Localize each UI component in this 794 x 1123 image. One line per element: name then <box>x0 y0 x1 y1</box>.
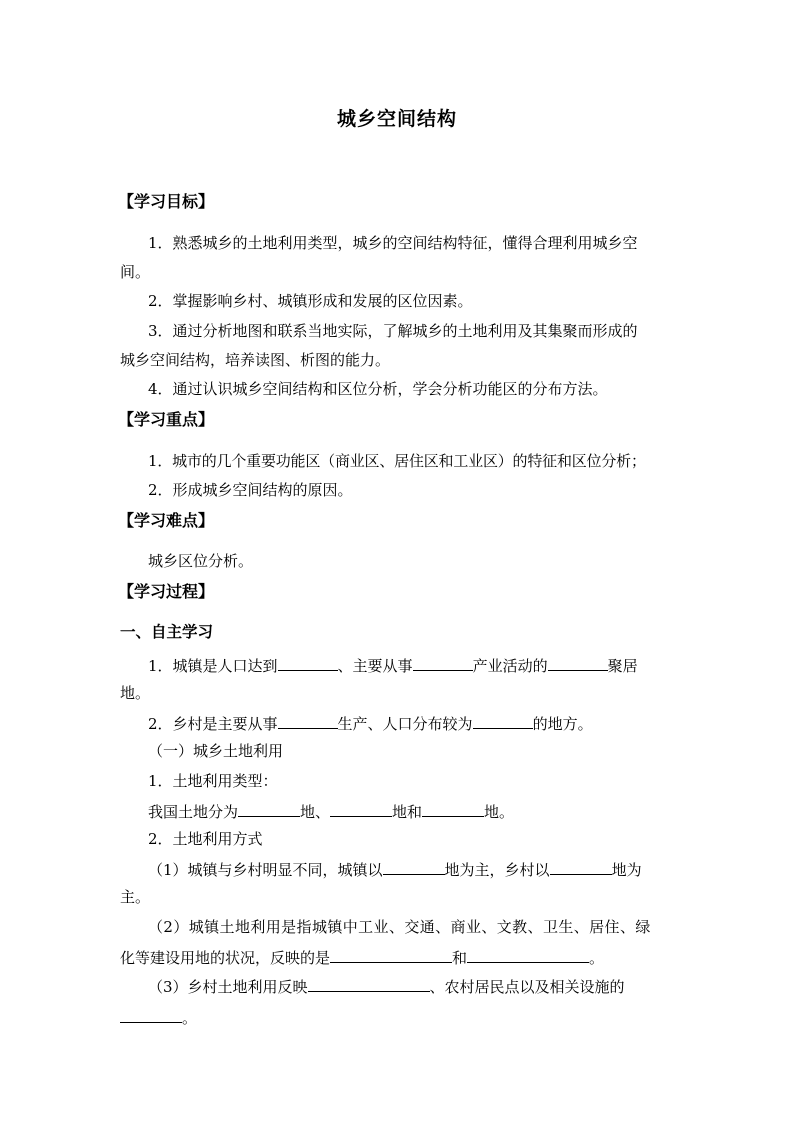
section-heading-goals: 【学习目标】 <box>118 192 215 211</box>
q1-text-b: 、主要从事 <box>337 657 413 675</box>
m3-text-a: （3）乡村土地利用反映 <box>148 978 308 996</box>
section-heading-difficult: 【学习难点】 <box>118 511 215 530</box>
fill-blank[interactable] <box>120 1006 182 1023</box>
land-use-types-line <box>148 800 718 822</box>
s1-text-d: 地。 <box>484 803 515 821</box>
key-point-2: 2．形成城乡空间结构的原因。 <box>148 481 353 499</box>
part-1-heading: 一、自主学习 <box>120 622 214 641</box>
fill-blank[interactable] <box>550 858 612 875</box>
method-3-line-1 <box>148 975 718 997</box>
m2-text-d: 。 <box>589 949 605 967</box>
m3-text-b: 、农村居民点以及相关设施的 <box>429 978 625 996</box>
method-1-line-2: 主。 <box>120 888 151 906</box>
goal-1-line-2: 间。 <box>120 263 151 281</box>
fill-blank[interactable] <box>308 975 430 992</box>
fill-blank[interactable] <box>473 712 533 729</box>
q1-text-c: 产业活动的 <box>472 657 548 675</box>
q1-text-d: 聚居 <box>607 657 638 675</box>
question-1-line-1 <box>148 654 718 676</box>
subsection-land-use: （一）城乡土地利用 <box>148 742 284 760</box>
q2-text-b: 生产、人口分布较为 <box>337 715 473 733</box>
fill-blank[interactable] <box>413 654 473 671</box>
method-2-line-1: （2）城镇土地利用是指城镇中工业、交通、商业、文教、卫生、居住、绿 <box>148 918 651 936</box>
method-1-line-1 <box>148 858 718 880</box>
fill-blank[interactable] <box>467 946 589 963</box>
page-title: 城乡空间结构 <box>336 108 457 130</box>
goal-2: 2．掌握影响乡村、城镇形成和发展的区位因素。 <box>148 292 473 310</box>
fill-blank[interactable] <box>278 712 338 729</box>
fill-blank[interactable] <box>238 800 300 817</box>
fill-blank[interactable] <box>330 946 452 963</box>
m2-text-c: 和 <box>452 949 468 967</box>
land-use-types-label: 1．土地利用类型： <box>148 772 278 790</box>
method-2-line-2 <box>120 946 690 968</box>
goal-1-line-1: 1．熟悉城乡的土地利用类型，城乡的空间结构特征，懂得合理利用城乡空 <box>148 234 638 252</box>
land-use-methods-label: 2．土地利用方式 <box>148 830 263 848</box>
q2-text-a: 2．乡村是主要从事 <box>148 715 278 733</box>
question-2 <box>148 712 718 734</box>
fill-blank[interactable] <box>383 858 445 875</box>
m1-text-b: 地为主，乡村以 <box>444 861 550 879</box>
fill-blank[interactable] <box>330 800 392 817</box>
goal-3-line-1: 3．通过分析地图和联系当地实际，了解城乡的土地利用及其集聚而形成的 <box>148 322 638 340</box>
question-1-line-2: 地。 <box>120 684 151 702</box>
method-3-line-2 <box>120 1006 690 1028</box>
section-heading-process: 【学习过程】 <box>118 582 215 601</box>
fill-blank[interactable] <box>422 800 484 817</box>
q2-text-c: 的地方。 <box>532 715 593 733</box>
m1-text-c: 地为 <box>611 861 642 879</box>
s1-text-a: 我国土地分为 <box>148 803 239 821</box>
fill-blank[interactable] <box>548 654 608 671</box>
s1-text-c: 地和 <box>392 803 423 821</box>
goal-4: 4．通过认识城乡空间结构和区位分析，学会分析功能区的分布方法。 <box>148 380 608 398</box>
m1-text-a: （1）城镇与乡村明显不同，城镇以 <box>148 861 383 879</box>
fill-blank[interactable] <box>278 654 338 671</box>
m2-text-b: 化等建设用地的状况，反映的是 <box>120 949 331 967</box>
s1-text-b: 地、 <box>300 803 331 821</box>
section-heading-key: 【学习重点】 <box>118 410 215 429</box>
m3-text-c: 。 <box>182 1009 198 1027</box>
q1-text-a: 1．城镇是人口达到 <box>148 657 278 675</box>
key-point-1: 1．城市的几个重要功能区（商业区、居住区和工业区）的特征和区位分析； <box>148 452 646 470</box>
goal-3-line-2: 城乡空间结构，培养读图、析图的能力。 <box>120 351 391 369</box>
difficult-point-1: 城乡区位分析。 <box>148 552 254 570</box>
